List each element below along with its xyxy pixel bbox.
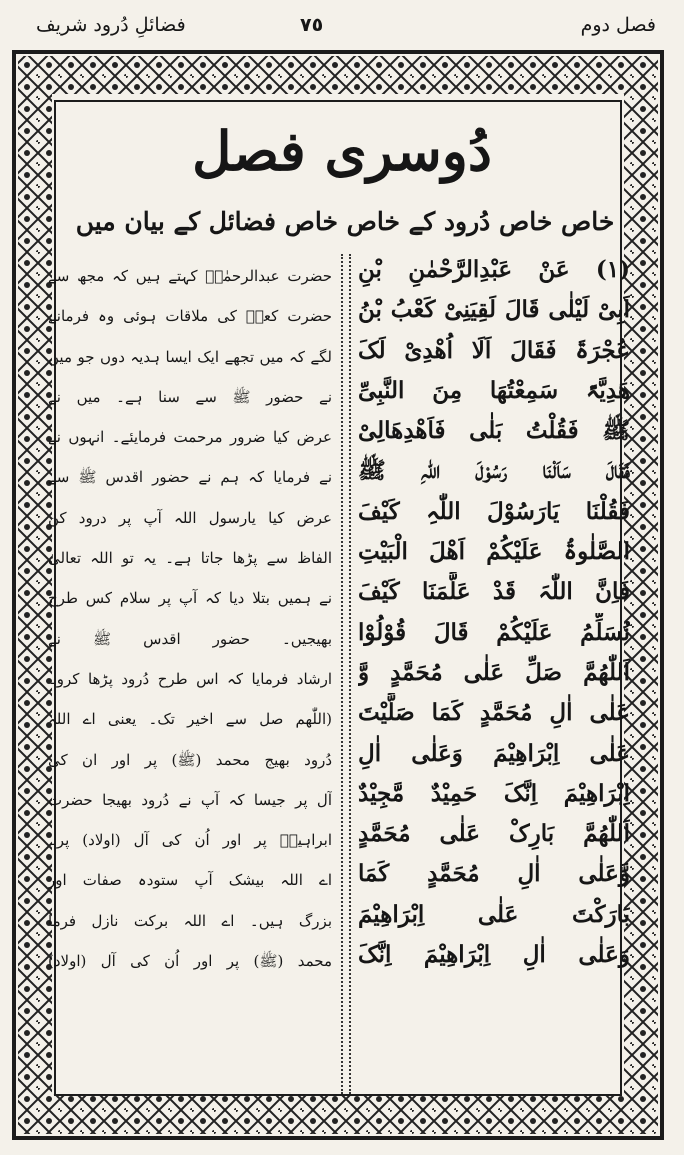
urdu-translation-line: ارشاد فرمایا کہ اس طرح دُرود پڑھا کرو۔ <box>48 669 332 688</box>
arabic-text-line: فَاِنَّ اللّٰہَ قَدْ عَلَّمَنَا کَیْفَ <box>358 578 630 606</box>
urdu-translation-line: نے حضور ﷺ سے سنا ہے۔ میں نے <box>48 387 332 406</box>
urdu-translation-line: لگے کہ میں تجھے ایک ایسا ہدیہ دوں جو میں <box>48 347 332 366</box>
arabic-text-line: اِبْرَاھِیْمَ اِنَّکَ حَمِیْدٌ مَّجِیْدٌ <box>358 779 630 807</box>
arabic-text-line: عَلٰی اٰلِ مُحَمَّدٍ کَمَا صَلَّیْتَ <box>358 699 630 727</box>
arabic-text-line: الصَّلٰوۃُ عَلَیْکُمْ اَھْلَ الْبَیْتِ <box>358 538 630 566</box>
urdu-translation-line: حضرت عبدالرحمٰنؒ کہتے ہیں کہ مجھ سے <box>48 267 332 285</box>
urdu-translation-column <box>48 256 332 981</box>
urdu-translation-line: عرض کیا یارسول اللہ آپ پر درود کن <box>48 508 332 527</box>
arabic-text-line: فَقُلْنَا یَارَسُوْلَ اللّٰہِ کَیْفَ <box>358 497 630 525</box>
arabic-text-line: فَقَالَ سَاَلْنَا رَسُوْلَ اللّٰہِ ﷺ <box>358 457 630 485</box>
urdu-translation-line: بھیجیں۔ حضور اقدس ﷺ نے <box>48 629 332 648</box>
urdu-translation-line: ابراہیمؑ پر اور اُن کی آل (اولاد) پر۔ <box>48 831 332 850</box>
arabic-text-line: وَّعَلٰی اٰلِ مُحَمَّدٍ کَمَا <box>358 860 630 888</box>
urdu-translation-line: اے اللہ بیشک آپ ستودہ صفات اور <box>48 871 332 890</box>
arabic-text-line: اَللّٰھُمَّ صَلِّ عَلٰی مُحَمَّدٍ وَّ <box>358 658 630 686</box>
arabic-text-line: اَبِیْ لَیْلٰی قَالَ لَقِیَنِیْ کَعْبُ بْنُ <box>358 296 630 324</box>
column-divider <box>341 254 351 1094</box>
chapter-header: فصل دوم <box>580 14 656 36</box>
urdu-translation-line: الفاظ سے پڑھا جاتا ہے۔ یہ تو اللہ تعالیٰ <box>48 549 332 568</box>
urdu-translation-line: نے فرمایا کہ ہم نے حضور اقدس ﷺ سے <box>48 468 332 487</box>
section-title: دُوسری فصل <box>192 119 492 183</box>
section-subtitle: خاص خاص دُرود کے خاص خاص فضائل کے بیان میں <box>75 207 615 236</box>
arabic-text-line: ھَدِیَّۃً سَمِعْتُھَا مِنَ النَّبِیِّ <box>358 376 630 404</box>
arabic-text-line: نُسَلِّمُ عَلَیْکُمْ قَالَ قُوْلُوْا <box>358 618 630 646</box>
book-title-header: فضائلِ دُرود شریف <box>36 14 186 36</box>
urdu-translation-line: محمد (ﷺ) پر اور اُن کی آل (اولاد) <box>48 952 332 971</box>
urdu-translation-line: عرض کیا ضرور مرحمت فرمایئے۔ انہوں نے <box>48 428 332 447</box>
arabic-text-line: وَعَلٰی اٰلِ اِبْرَاھِیْمَ اِنَّکَ <box>358 941 630 969</box>
page-header <box>0 0 684 46</box>
arabic-text-line: بَارَکْتَ عَلٰی اِبْرَاھِیْمَ <box>358 900 630 928</box>
arabic-text-line: ﷺ فَقُلْتُ بَلٰی فَاَھْدِھَالِیْ <box>358 417 630 445</box>
urdu-translation-line: نے ہمیں بتلا دیا کہ آپ پر سلام کس طرح <box>48 589 332 608</box>
page-number: ٧٥ <box>300 14 324 36</box>
urdu-translation-line: حضرت کعبؓ کی ملاقات ہوئی وہ فرمانے <box>48 307 332 326</box>
urdu-translation-line: (اللّٰھم صل سے اخیر تک۔ یعنی اے اللہ <box>48 710 332 729</box>
arabic-text-line: (١) عَنْ عَبْدِالرَّحْمٰنِ بْنِ <box>358 256 630 283</box>
urdu-translation-line: آل پر جیسا کہ آپ نے دُرود بھیجا حضرت <box>48 790 332 809</box>
urdu-translation-line: دُرود بھیج محمد (ﷺ) پر اور ان کی <box>48 750 332 769</box>
arabic-text-line: عُجْرَۃَ فَقَالَ اَلَا اُھْدِیْ لَکَ <box>358 336 630 364</box>
arabic-text-line: اَللّٰھُمَّ بَارِکْ عَلٰی مُحَمَّدٍ <box>358 820 630 848</box>
arabic-text-column <box>358 250 630 975</box>
urdu-translation-line: بزرگ ہیں۔ اے اللہ برکت نازل فرما <box>48 911 332 930</box>
arabic-text-line: عَلٰی اِبْرَاھِیْمَ وَعَلٰی اٰلِ <box>358 739 630 767</box>
